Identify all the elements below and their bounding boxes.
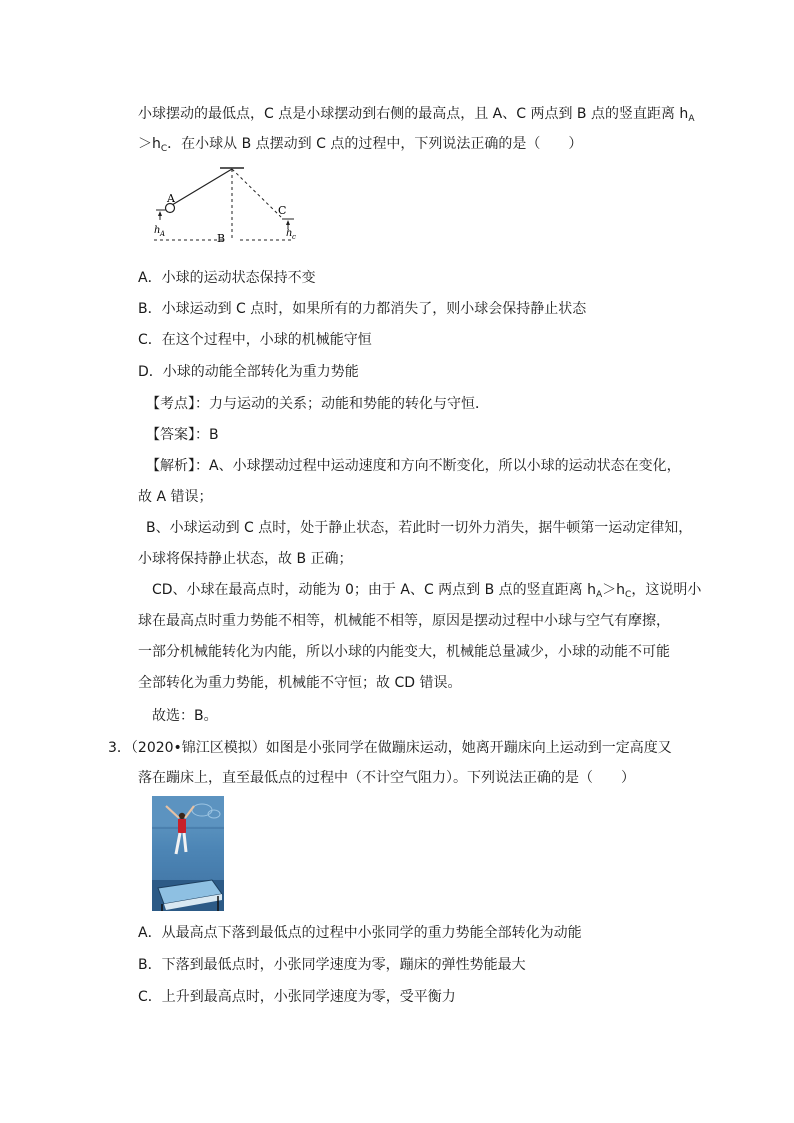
analysis-line-2: 故 A 错误； bbox=[138, 489, 213, 505]
analysis-text: ＞h bbox=[602, 582, 626, 598]
option-b: B．小球运动到 C 点时，如果所有的力都消失了，则小球会保持静止状态 bbox=[138, 301, 587, 317]
subscript-a: A bbox=[596, 590, 603, 600]
answer-text: 【答案】：B bbox=[146, 427, 219, 443]
question-stem-line-2 bbox=[138, 134, 582, 156]
subscript-c: C bbox=[625, 590, 632, 600]
label-ha: h bbox=[154, 225, 161, 236]
q3-option-a: A．从最高点下落到最低点的过程中小张同学的重力势能全部转化为动能 bbox=[138, 925, 582, 941]
analysis-line-5 bbox=[152, 580, 701, 602]
label-b: B bbox=[217, 232, 226, 245]
stem-text: ．在小球从 B 点摆动到 C 点的过程中，下列说法正确的是（ ） bbox=[167, 136, 583, 152]
pendulum-diagram bbox=[150, 162, 310, 252]
subscript-c: C bbox=[160, 144, 168, 154]
label-c: C bbox=[278, 204, 287, 217]
final-choice: 故选：B。 bbox=[152, 708, 218, 724]
analysis-line-8: 全部转化为重力势能，机械能不守恒；故 CD 错误。 bbox=[138, 675, 462, 691]
analysis-line-4: 小球将保持静止状态，故 B 正确； bbox=[138, 551, 353, 567]
stem-text: 小球摆动的最低点，C 点是小球摆动到右侧的最高点，且 A、C 两点到 B 点的竖直距离 h bbox=[138, 106, 689, 122]
q3-option-c: C．上升到最高点时，小张同学速度为零，受平衡力 bbox=[138, 989, 456, 1005]
trampoline-photo bbox=[152, 796, 224, 911]
analysis-line-3: B、小球运动到 C 点时，处于静止状态，若此时一切外力消失，据牛顿第一运动定律知， bbox=[146, 520, 693, 536]
option-a: A．小球的运动状态保持不变 bbox=[138, 270, 316, 286]
option-c: C．在这个过程中，小球的机械能守恒 bbox=[138, 332, 372, 348]
analysis-text: CD、小球在最高点时，动能为 0；由于 A、C 两点到 B 点的竖直距离 h bbox=[152, 582, 596, 598]
q3-option-b: B．下落到最低点时，小张同学速度为零，蹦床的弹性势能最大 bbox=[138, 957, 526, 973]
subscript-a: A bbox=[688, 114, 695, 124]
label-ha-sub: A bbox=[160, 230, 166, 238]
question-number: 3． bbox=[108, 740, 131, 756]
analysis-line-1: 【解析】：A、小球摆动过程中运动速度和方向不断变化，所以小球的运动状态在变化， bbox=[146, 458, 681, 474]
analysis-line-7: 一部分机械能转化为内能，所以小球的内能变大，机械能总量减少，小球的动能不可能 bbox=[138, 644, 670, 660]
question-stem-line-1 bbox=[138, 104, 694, 126]
option-d: D．小球的动能全部转化为重力势能 bbox=[138, 364, 359, 380]
label-hc: h bbox=[286, 228, 293, 239]
question-3-line-1 bbox=[108, 738, 672, 758]
kaodian-text: 【考点】：力与运动的关系；动能和势能的转化与守恒． bbox=[146, 396, 489, 412]
label-a: A bbox=[167, 192, 175, 205]
label-hc-sub: c bbox=[292, 233, 296, 241]
analysis-text: ，这说明小 bbox=[631, 582, 702, 598]
question-3-line-2: 落在蹦床上，直至最低点的过程中（不计空气阻力）。下列说法正确的是（ ） bbox=[138, 770, 635, 786]
question-stem: （2020•锦江区模拟）如图是小张同学在做蹦床运动，她离开蹦床向上运动到一定高度又 bbox=[130, 740, 672, 756]
analysis-line-6: 球在最高点时重力势能不相等，机械能不相等，原因是摆动过程中小球与空气有摩擦， bbox=[138, 613, 670, 629]
stem-text: ＞h bbox=[138, 136, 161, 152]
